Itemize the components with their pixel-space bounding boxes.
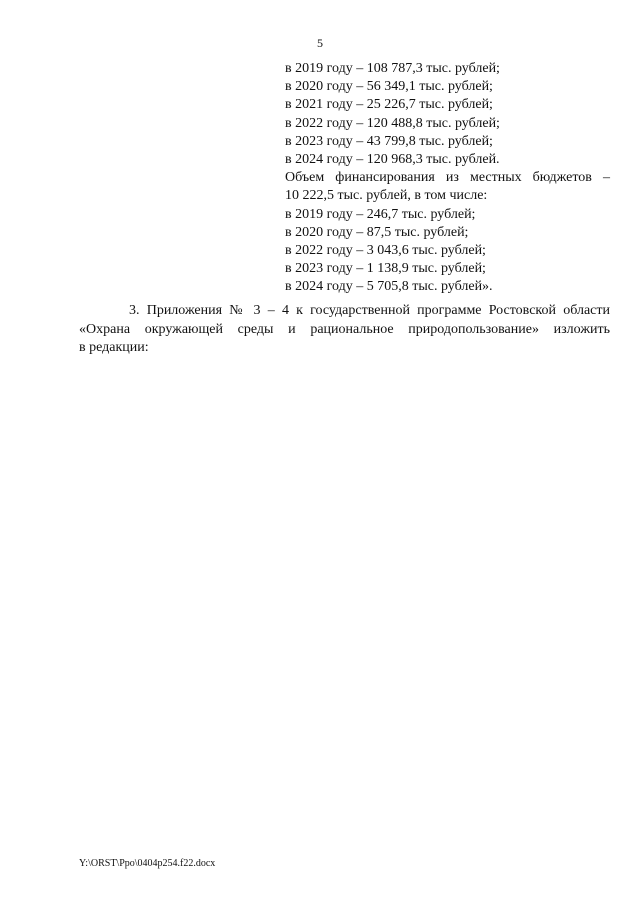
page-number: 5	[317, 36, 323, 50]
list-item: в 2020 году – 56 349,1 тыс. рублей;	[285, 79, 493, 95]
local-budget-intro: Объем финансирования из местных бюджетов –	[285, 170, 610, 186]
list-item: в 2023 году – 43 799,8 тыс. рублей;	[285, 133, 493, 149]
item-3-line-2: «Охрана окружающей среды и рациональное природопользование» изложить	[79, 321, 610, 337]
item-3-line-3: в редакции:	[79, 340, 149, 355]
list-item: в 2024 году – 120 968,3 тыс. рублей.	[285, 152, 500, 168]
item-3-paragraph	[79, 302, 610, 358]
list-item: в 2021 году – 25 226,7 тыс. рублей;	[285, 97, 493, 113]
list-item: в 2022 году – 120 488,8 тыс. рублей;	[285, 115, 500, 131]
list-item: в 2019 году – 108 787,3 тыс. рублей;	[285, 61, 500, 76]
list-item: в 2019 году – 246,7 тыс. рублей;	[285, 206, 476, 222]
list-item: в 2023 году – 1 138,9 тыс. рублей;	[285, 261, 486, 277]
list-item: в 2020 году – 87,5 тыс. рублей;	[285, 224, 469, 240]
item-3-line-1: 3. Приложения № 3 – 4 к государственной программе Ростовской области	[129, 303, 610, 318]
funding-list	[285, 60, 610, 297]
list-item: в 2022 году – 3 043,6 тыс. рублей;	[285, 243, 486, 259]
footer-file-path: Y:\ORST\Ppo\0404p254.f22.docx	[79, 858, 216, 869]
local-budget-total: 10 222,5 тыс. рублей, в том числе:	[285, 188, 488, 204]
list-item: в 2024 году – 5 705,8 тыс. рублей».	[285, 279, 493, 295]
